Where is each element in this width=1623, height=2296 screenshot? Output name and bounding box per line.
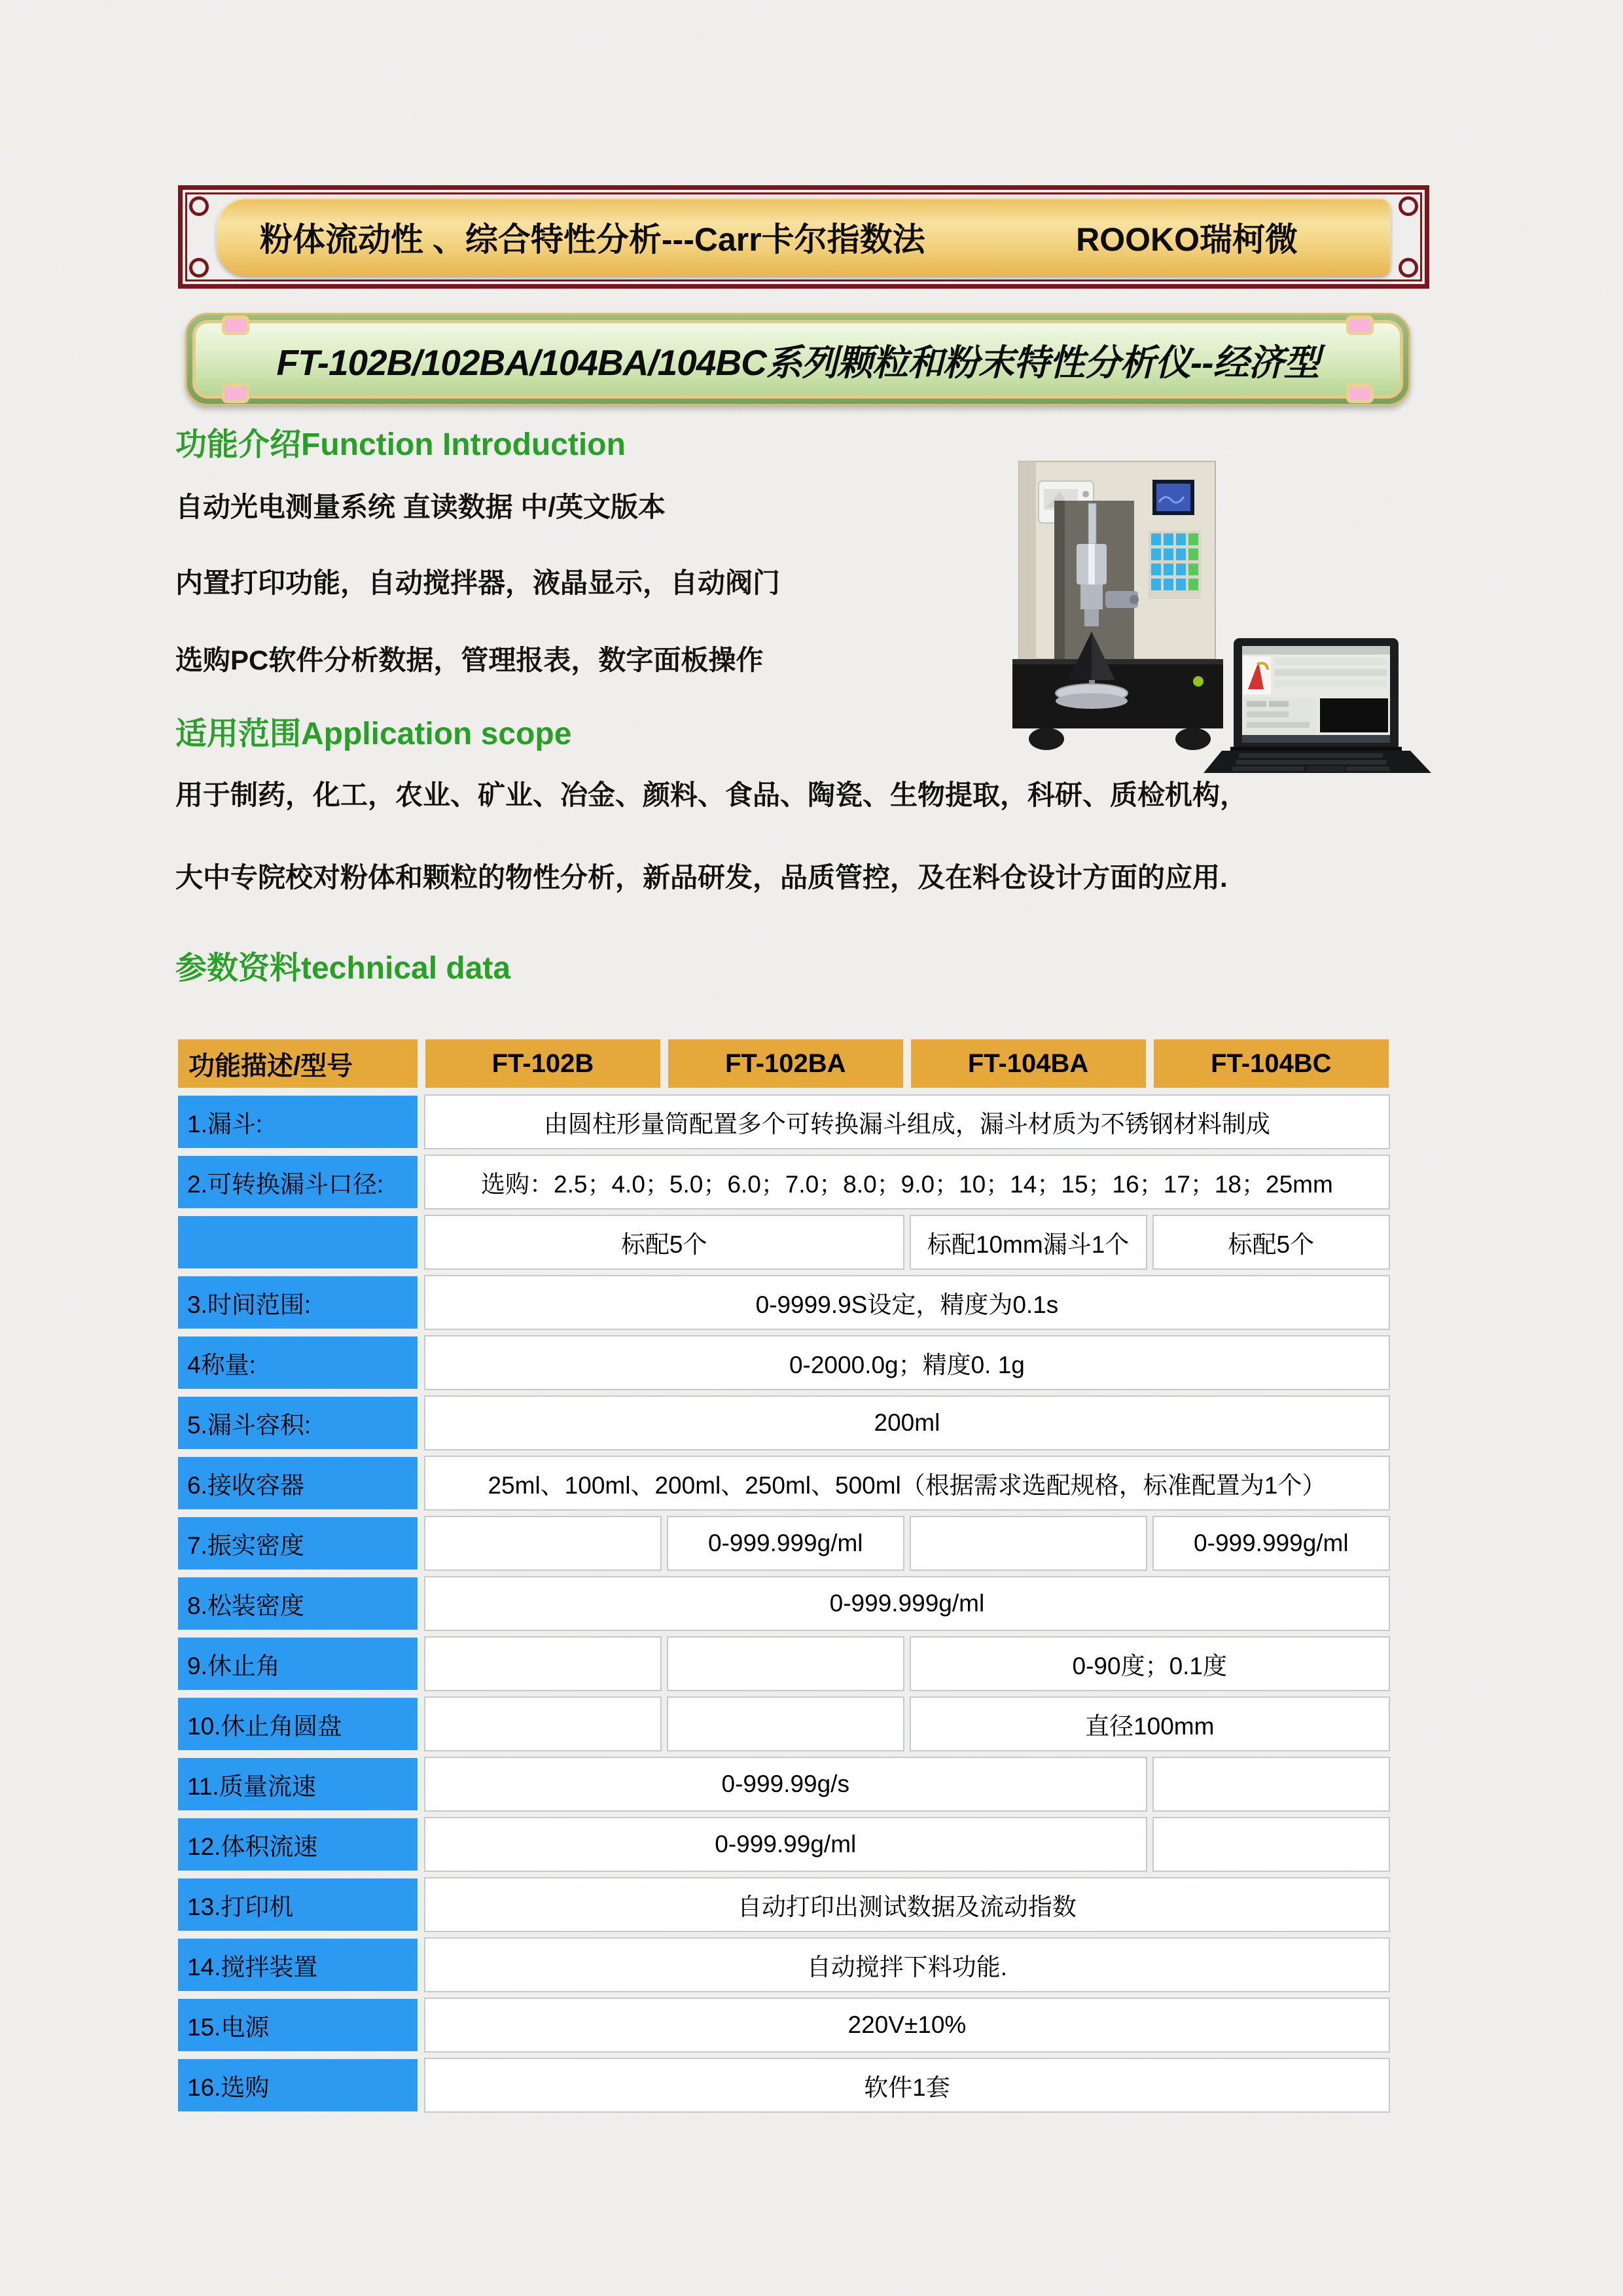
spec-label-cell: 12.体积流速: [177, 1817, 419, 1872]
header-banner: [178, 185, 1429, 289]
spec-row: [177, 1757, 1390, 1812]
spec-col-header: FT-102BA: [667, 1038, 904, 1089]
spec-value-cell: 选购：2.5；4.0；5.0；6.0；7.0；8.0；9.0；10；14；15；16；17；18；25mm: [424, 1155, 1390, 1210]
spec-table: [171, 1033, 1395, 2118]
spec-label-cell: 13.打印机: [177, 1877, 419, 1932]
product-banner-title: [276, 334, 1319, 386]
spec-row: [177, 1636, 1390, 1691]
frame-ornament-icon: [189, 196, 209, 216]
spec-value-cell: [667, 1636, 904, 1691]
spec-label-cell: 6.接收容器: [177, 1456, 419, 1511]
spec-row: [177, 1335, 1390, 1390]
spec-value-cell: [667, 1696, 904, 1751]
spec-value-cell: 自动搅拌下料功能.: [424, 1937, 1390, 1992]
spec-value-cell: 0-2000.0g；精度0. 1g: [424, 1335, 1390, 1390]
spec-value-cell: 0-9999.9S设定，精度为0.1s: [424, 1275, 1390, 1330]
spec-label-cell: 11.质量流速: [177, 1757, 419, 1812]
spec-row: [177, 1877, 1390, 1932]
instrument-photo: [1012, 461, 1223, 750]
spec-label-cell: 8.松装密度: [177, 1576, 419, 1631]
spec-row: [177, 1817, 1390, 1872]
spec-value-cell: 0-999.999g/ml: [424, 1576, 1390, 1631]
header-brand: ROOKO瑞柯微: [1076, 221, 1298, 258]
spec-row: [177, 1155, 1390, 1210]
pink-corner-tab-icon: [1346, 315, 1374, 335]
spec-value-cell: 0-999.999g/ml: [667, 1516, 904, 1571]
spec-value-cell: [910, 1516, 1147, 1571]
function-intro-line: 自动光电测量系统 直读数据 中/英文版本: [175, 492, 666, 522]
spec-value-cell: 200ml: [424, 1395, 1390, 1450]
spec-label-cell: 7.振实密度: [177, 1516, 419, 1571]
product-banner-panel: [192, 320, 1403, 399]
function-intro-line: 选购PC软件分析数据，管理报表，数字面板操作: [175, 645, 764, 675]
spec-label-cell: [177, 1215, 419, 1270]
pink-corner-tab-icon: [222, 315, 249, 335]
spec-row: [177, 1696, 1390, 1751]
header-title: 粉体流动性 、综合特性分析---Carr卡尔指数法: [260, 221, 925, 258]
spec-col-header-label: 功能描述/型号: [177, 1038, 419, 1089]
spec-value-cell: 0-90度；0.1度: [910, 1636, 1390, 1691]
spec-label-cell: 3.时间范围:: [177, 1275, 419, 1330]
frame-ornament-icon: [189, 258, 209, 278]
spec-row: [177, 2058, 1390, 2113]
spec-label-cell: 5.漏斗容积:: [177, 1395, 419, 1450]
spec-label-cell: 15.电源: [177, 1998, 419, 2053]
spec-label-cell: 10.休止角圆盘: [177, 1696, 419, 1751]
technical-data-heading: 参数资料technical data: [175, 951, 511, 986]
spec-label-cell: 2.可转换漏斗口径:: [177, 1155, 419, 1210]
laptop-photo: [1204, 638, 1431, 773]
spec-row: [177, 1516, 1390, 1571]
spec-label-cell: 1.漏斗:: [177, 1094, 419, 1149]
spec-value-cell: 25ml、100ml、200ml、250ml、500ml（根据需求选配规格，标准配置为1个）: [424, 1456, 1390, 1511]
spec-value-cell: 220V±10%: [424, 1998, 1390, 2053]
spec-row: [177, 1395, 1390, 1450]
spec-value-cell: 直径100mm: [910, 1696, 1390, 1751]
spec-value-cell: 标配10mm漏斗1个: [910, 1215, 1147, 1270]
spec-value-cell: 0-999.99g/s: [424, 1757, 1147, 1812]
spec-value-cell: 自动打印出测试数据及流动指数: [424, 1877, 1390, 1932]
spec-row: [177, 1215, 1390, 1270]
frame-ornament-icon: [1399, 196, 1418, 216]
spec-value-cell: [424, 1516, 662, 1571]
product-banner-title-highlight: 经济型: [1213, 342, 1319, 383]
header-gold-ribbon: [217, 198, 1391, 276]
spec-value-cell: [1152, 1817, 1390, 1872]
spec-label-cell: 14.搅拌装置: [177, 1937, 419, 1992]
spec-label-cell: 16.选购: [177, 2058, 419, 2113]
spec-value-cell: [424, 1696, 662, 1751]
application-scope-line: 用于制药，化工，农业、矿业、冶金、颜料、食品、陶瓷、生物提取，科研、质检机构，: [175, 780, 1248, 810]
pink-corner-tab-icon: [222, 384, 249, 403]
application-scope-line: 大中专院校对粉体和颗粒的物性分析，新品研发，品质管控，及在料仓设计方面的应用.: [175, 862, 1228, 893]
spec-row: [177, 1576, 1390, 1631]
spec-value-cell: 0-999.99g/ml: [424, 1817, 1147, 1872]
pink-corner-tab-icon: [1346, 384, 1374, 403]
spec-header-row: [177, 1038, 1390, 1089]
spec-value-cell: 标配5个: [424, 1215, 904, 1270]
spec-value-cell: 0-999.999g/ml: [1152, 1516, 1390, 1571]
product-banner: [185, 313, 1410, 406]
spec-label-cell: 9.休止角: [177, 1636, 419, 1691]
spec-value-cell: 软件1套: [424, 2058, 1390, 2113]
function-intro-line: 内置打印功能，自动搅拌器，液晶显示，自动阀门: [175, 567, 781, 598]
spec-table-container: [171, 1033, 1395, 2118]
frame-ornament-icon: [1399, 258, 1418, 278]
spec-value-cell: 标配5个: [1152, 1215, 1390, 1270]
spec-col-header: FT-104BA: [910, 1038, 1147, 1089]
spec-value-cell: 由圆柱形量筒配置多个可转换漏斗组成，漏斗材质为不锈钢材料制成: [424, 1094, 1390, 1149]
spec-label-cell: 4称量:: [177, 1335, 419, 1390]
product-photos: [978, 442, 1440, 782]
spec-value-cell: [1152, 1757, 1390, 1812]
spec-row: [177, 1094, 1390, 1149]
function-intro-heading: 功能介绍Function Introduction: [175, 427, 626, 462]
spec-col-header: FT-104BC: [1152, 1038, 1390, 1089]
spec-value-cell: [424, 1636, 662, 1691]
application-scope-heading: 适用范围Application scope: [175, 717, 572, 751]
spec-col-header: FT-102B: [424, 1038, 662, 1089]
product-banner-title-prefix: FT-102B/102BA/104BA/104BC系列颗粒和粉末特性分析仪--: [276, 342, 1213, 383]
spec-row: [177, 1937, 1390, 1992]
spec-row: [177, 1275, 1390, 1330]
spec-row: [177, 1998, 1390, 2053]
spec-row: [177, 1456, 1390, 1511]
